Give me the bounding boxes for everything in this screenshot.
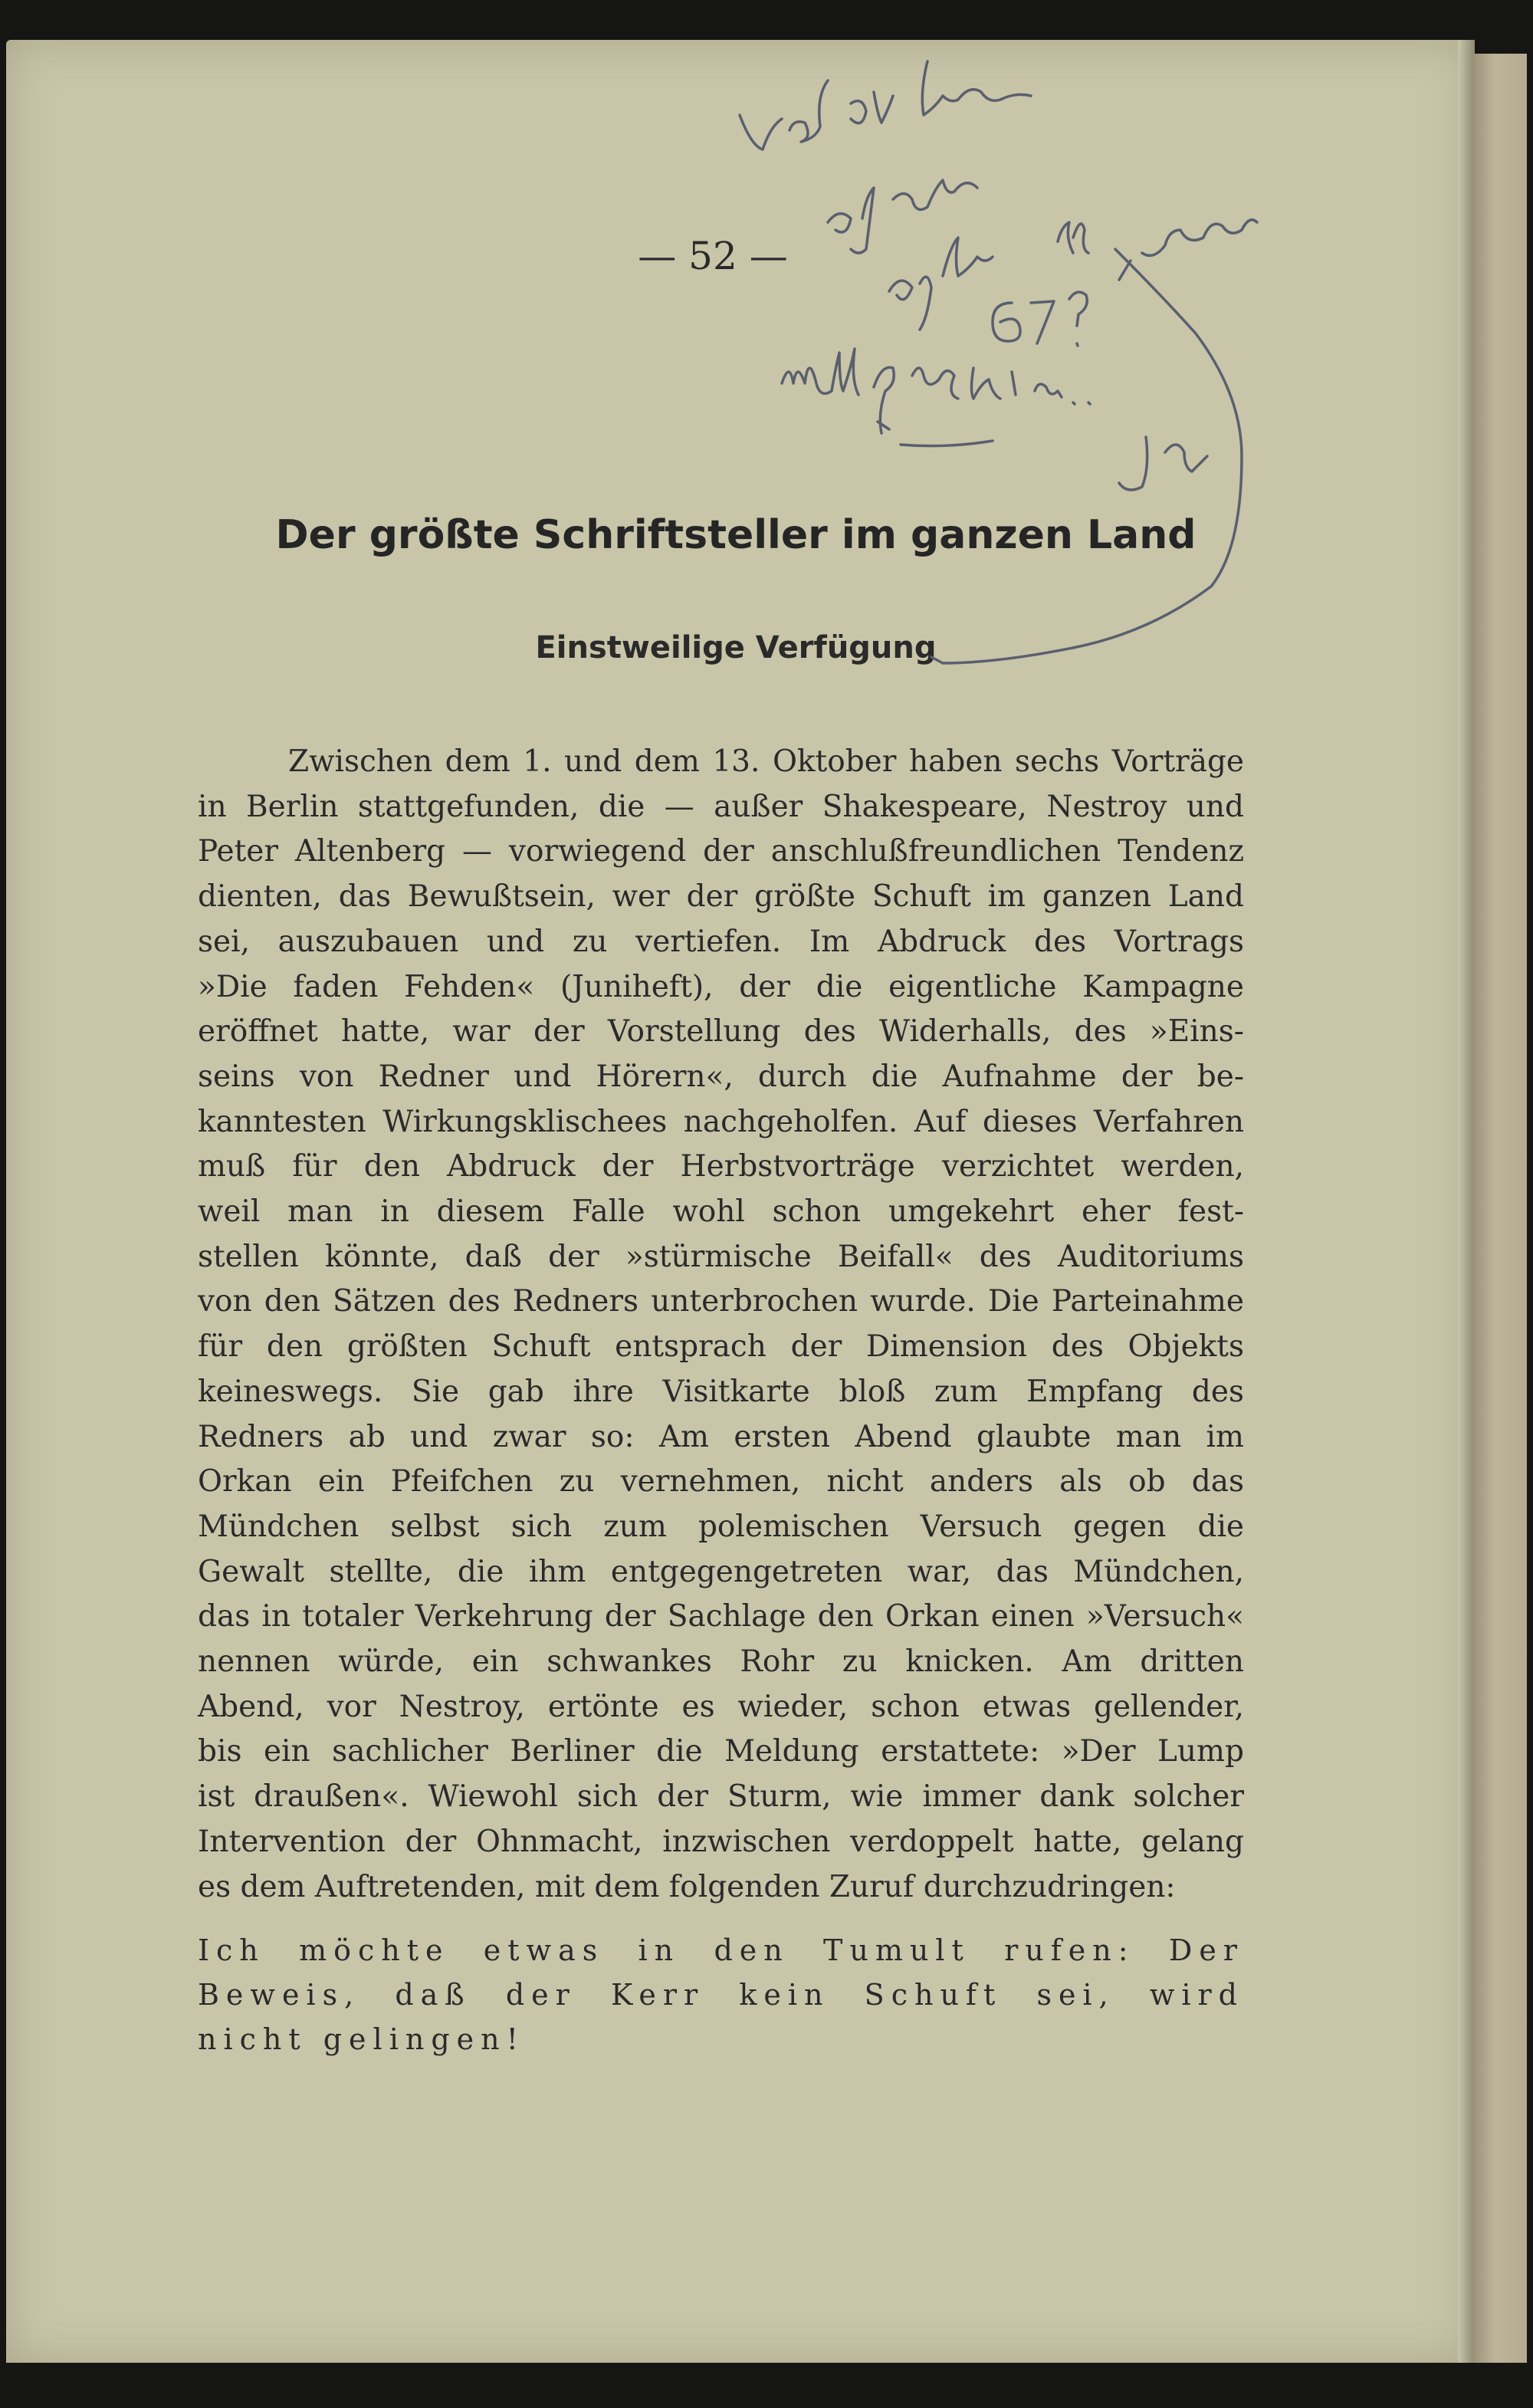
section-subtitle: Einstweilige Verfügung	[535, 630, 937, 665]
body-line: es dem Auftretenden, mit dem folgenden Zuruf durchzudringen:	[198, 1869, 1176, 1904]
body-line: seins von Redner und Hörern«, durch die Aufnahme der be-	[198, 1059, 1244, 1094]
page-gutter-shadow	[1458, 40, 1475, 2363]
adjacent-page-edge	[1473, 54, 1527, 2363]
body-line: stellen könnte, daß der »stürmische Beifall« des Auditoriums	[198, 1239, 1244, 1274]
page-number: — 52 —	[638, 234, 788, 278]
body-paragraph	[198, 740, 1244, 1910]
quote-line: Beweis, daß der Kerr kein Schuft sei, wird	[198, 1978, 1244, 2012]
body-line: Intervention der Ohnmacht, inzwischen verdoppelt hatte, gelang	[198, 1824, 1244, 1859]
body-line: Abend, vor Nestroy, ertönte es wieder, schon etwas gellender,	[198, 1689, 1244, 1724]
body-line: Redners ab und zwar so: Am ersten Abend glaubte man im	[198, 1419, 1244, 1454]
body-line: Zwischen dem 1. und dem 13. Oktober haben sechs Vorträge	[288, 744, 1244, 779]
body-line: Orkan ein Pfeifchen zu vernehmen, nicht anders als ob das	[198, 1464, 1244, 1500]
body-line: ist draußen«. Wiewohl sich der Sturm, wie immer dank solcher	[198, 1779, 1244, 1815]
body-line: dienten, das Bewußtsein, wer der größte Schuft im ganzen Land	[198, 879, 1244, 915]
body-line: »Die faden Fehden« (Juniheft), der die eigentliche Kampagne	[198, 969, 1244, 1004]
body-line: keineswegs. Sie gab ihre Visitkarte bloß zum Empfang des	[198, 1374, 1244, 1409]
body-line: muß für den Abdruck der Herbstvorträge verzichtet werden,	[198, 1149, 1244, 1184]
body-line: für den größten Schuft entsprach der Dimension des Objekts	[198, 1329, 1244, 1365]
body-line: Gewalt stellte, die ihm entgegengetreten war, das Mündchen,	[198, 1554, 1244, 1589]
body-line: nennen würde, ein schwankes Rohr zu knicken. Am dritten	[198, 1644, 1244, 1680]
quote-line: Ich möchte etwas in den Tumult rufen: Der	[198, 1933, 1244, 1967]
body-line: in Berlin stattgefunden, die — außer Shakespeare, Nestroy und	[198, 789, 1244, 824]
body-line: bis ein sachlicher Berliner die Meldung erstattete: »Der Lump	[198, 1734, 1244, 1769]
quote-line: nicht gelingen!	[198, 2022, 525, 2056]
body-line: Peter Altenberg — vorwiegend der anschlußfreundlichen Tendenz	[198, 834, 1244, 869]
body-line: das in totaler Verkehrung der Sachlage den Orkan einen »Versuch«	[198, 1599, 1244, 1634]
spaced-quote	[198, 1928, 1244, 2061]
body-line: kanntesten Wirkungsklischees nachgeholfen. Auf dieses Verfahren	[198, 1104, 1244, 1139]
body-line: weil man in diesem Falle wohl schon umgekehrt eher fest-	[198, 1194, 1244, 1230]
body-line: eröffnet hatte, war der Vorstellung des Widerhalls, des »Eins-	[198, 1014, 1244, 1050]
body-line: Mündchen selbst sich zum polemischen Versuch gegen die	[198, 1509, 1244, 1544]
body-line: von den Sätzen des Redners unterbrochen wurde. Die Parteinahme	[198, 1284, 1244, 1319]
page-title: Der größte Schriftsteller im ganzen Land	[275, 512, 1197, 558]
body-line: sei, auszubauen und zu vertiefen. Im Abdruck des Vortrags	[198, 924, 1244, 959]
